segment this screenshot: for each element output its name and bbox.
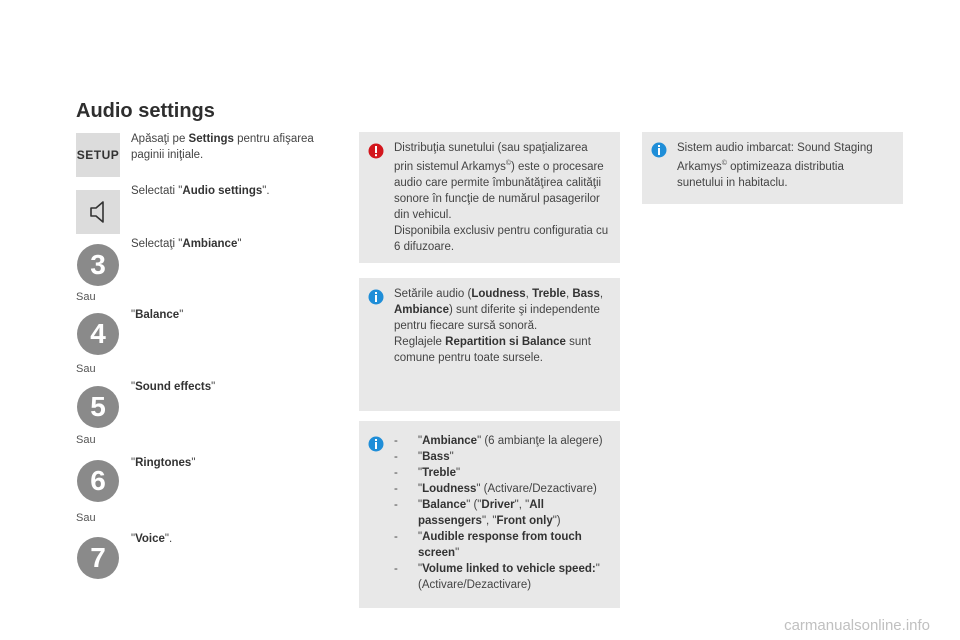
step-ambiance-text: Selectaţi "Ambiance" — [131, 238, 242, 250]
step-balance-text: "Balance" — [131, 309, 184, 321]
or-label: Sau — [76, 291, 96, 303]
info-icon — [368, 436, 384, 452]
or-label: Sau — [76, 434, 96, 446]
option-volume-speed: - "Volume linked to vehicle speed:" (Activare/Dezactivare) — [394, 563, 600, 591]
setup-label: SETUP — [76, 148, 120, 162]
arkamys-warning-panel: Distribuţia sunetului (sau spaţializarea prin sistemul Arkamys©) este o procesare audio care permite îmbunătăţirea calităţii sonore în funcţie de numărul pasagerilor din vehicul. Disponibila exclusiv pentru configuratia cu 6 difuzoare. — [359, 132, 620, 263]
speaker-icon — [76, 190, 120, 234]
or-label: Sau — [76, 512, 96, 524]
audio-options-panel — [359, 421, 620, 608]
option-loudness: - "Loudness" (Activare/Dezactivare) — [394, 483, 597, 495]
option-ambiance: - "Ambiance" (6 ambianţe la alegere) — [394, 435, 603, 447]
step-voice-text: "Voice". — [131, 533, 173, 545]
step-number-7: 7 — [77, 537, 119, 579]
audio-settings-info-panel: Setările audio (Loudness, Treble, Bass, Ambiance) sunt diferite şi independente pentru fiecare sursă sonoră. Reglajele Repartition si Balance sunt comune pentru toate sursele. — [359, 278, 620, 411]
option-balance: - "Balance" ("Driver", "All passengers", "Front only") — [394, 499, 561, 527]
step-number-4: 4 — [77, 313, 119, 355]
page-title: Audio settings — [76, 100, 215, 122]
option-treble: - "Treble" — [394, 467, 461, 479]
step-sound-effects-text: "Sound effects" — [131, 381, 216, 393]
step-audio-settings-text: Selectati "Audio settings". — [131, 185, 270, 197]
step-number-6: 6 — [77, 460, 119, 502]
or-label: Sau — [76, 363, 96, 375]
step-ringtones-text: "Ringtones" — [131, 457, 196, 469]
option-touch-response: - "Audible response from touch screen" — [394, 531, 582, 559]
setup-button-icon — [76, 133, 120, 177]
info-icon — [651, 142, 667, 158]
warning-icon — [368, 143, 384, 159]
info-icon — [368, 289, 384, 305]
sound-staging-panel: Sistem audio imbarcat: Sound Staging Arkamys© optimizeaza distributia sunetului in habitaclu. — [642, 132, 903, 204]
step-number-3: 3 — [77, 244, 119, 286]
step-number-5: 5 — [77, 386, 119, 428]
step-setup-text: Apăsaţi pe Settings pentru afişarea paginii iniţiale. — [131, 133, 314, 161]
watermark: carmanualsonline.info — [784, 617, 930, 634]
option-bass: - "Bass" — [394, 451, 454, 463]
